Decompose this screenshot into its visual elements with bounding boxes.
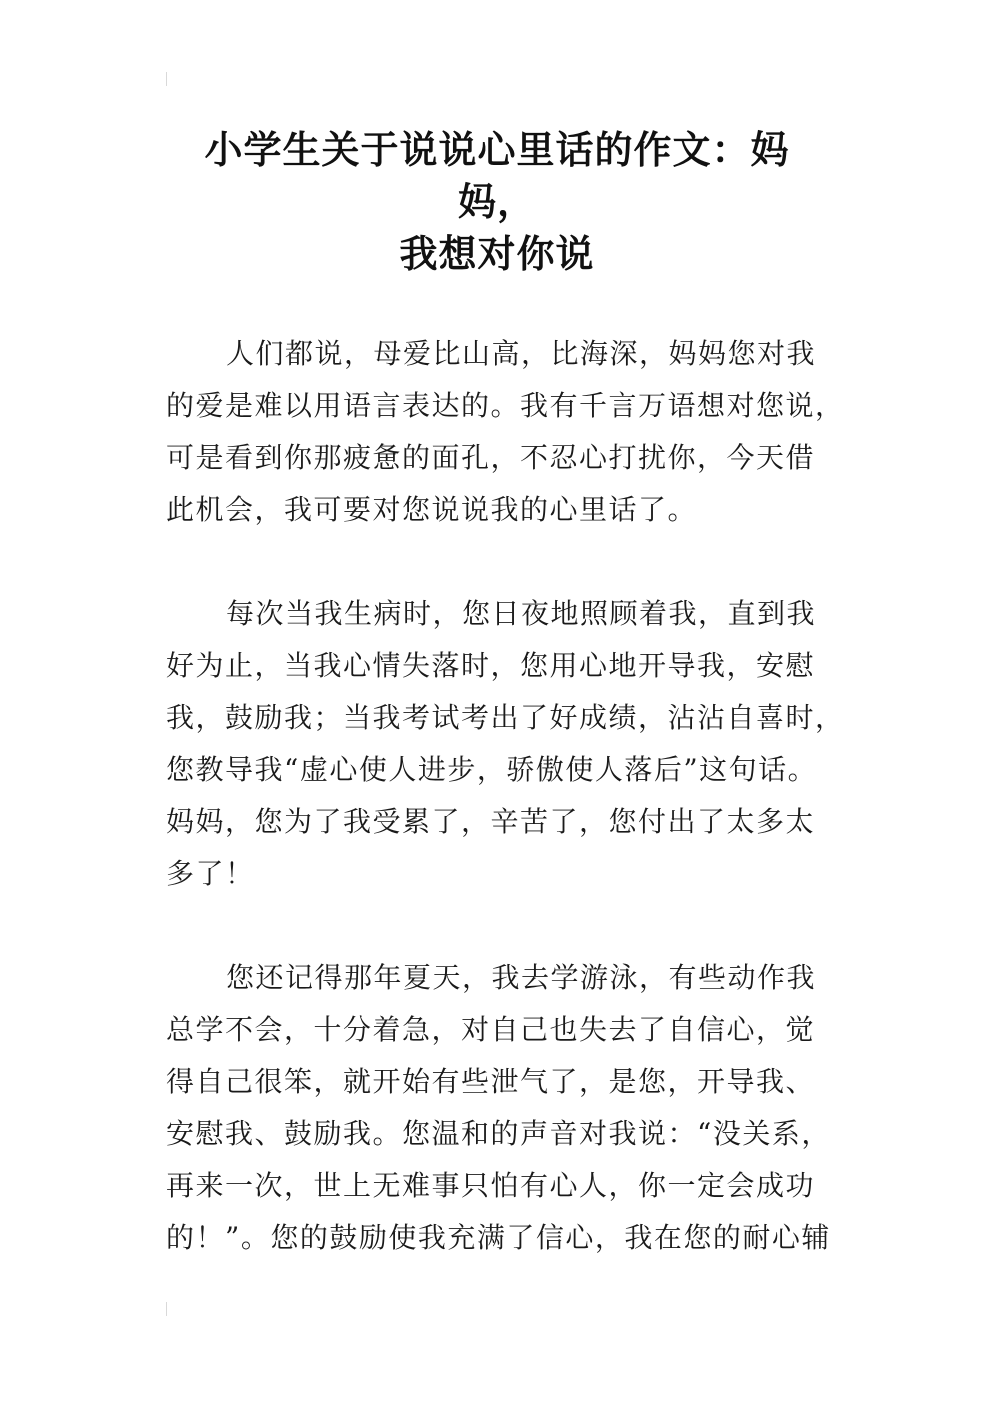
paragraph-2	[166, 588, 845, 900]
text-line: 的！”。您的鼓励使我充满了信心，我在您的耐心辅	[166, 1221, 831, 1254]
text-line: 每次当我生病时，您日夜地照顾着我，直到我	[226, 597, 817, 630]
document-title	[166, 124, 828, 280]
title-line: 小学生关于说说心里话的作文：妈妈，	[204, 128, 790, 224]
text-line: 您教导我“虚心使人进步，骄傲使人落后”这句话。	[166, 753, 818, 786]
page-margin-mark-top	[166, 72, 167, 86]
text-line: 此机会，我可要对您说说我的心里话了。	[166, 493, 698, 526]
title-line: 我想对你说	[399, 232, 595, 276]
text-line: 好为止，当我心情失落时，您用心地开导我，安慰	[166, 649, 816, 682]
text-line: 总学不会，十分着急，对自己也失去了自信心，觉	[166, 1013, 816, 1046]
text-line: 您还记得那年夏天，我去学游泳，有些动作我	[226, 961, 817, 994]
text-line: 人们都说，母爱比山高，比海深，妈妈您对我	[226, 337, 817, 370]
text-line: 多了！	[166, 857, 255, 890]
page-margin-mark-bottom	[166, 1302, 167, 1316]
text-line: 可是看到你那疲惫的面孔，不忍心打扰你，今天借	[166, 441, 816, 474]
text-line: 再来一次，世上无难事只怕有心人，你一定会成功	[166, 1169, 816, 1202]
text-line: 得自己很笨，就开始有些泄气了，是您，开导我、	[166, 1065, 816, 1098]
text-line: 安慰我、鼓励我。您温和的声音对我说：“没关系，	[166, 1117, 831, 1150]
text-line: 的爱是难以用语言表达的。我有千言万语想对您说，	[166, 389, 845, 422]
text-line: 妈妈，您为了我受累了，辛苦了，您付出了太多太	[166, 805, 816, 838]
text-line: 我，鼓励我；当我考试考出了好成绩，沾沾自喜时，	[166, 701, 845, 734]
paragraph-1	[166, 328, 845, 536]
paragraph-3	[166, 952, 836, 1264]
